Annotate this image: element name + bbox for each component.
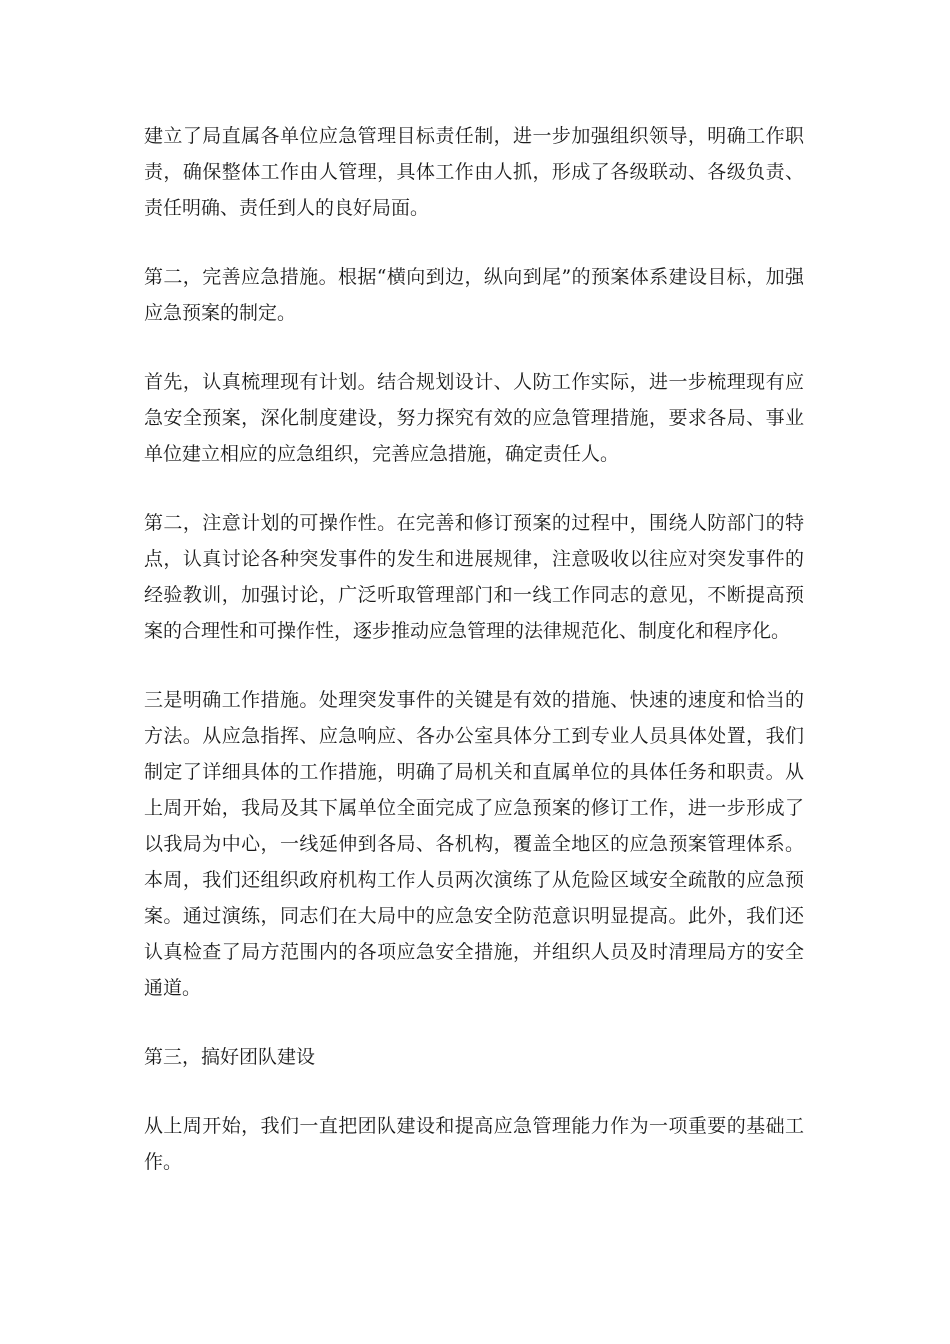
paragraph-improve-emergency-measures: 第二，完善应急措施。根据“横向到边，纵向到尾”的预案体系建设目标，加强应急预案的制定。 — [144, 266, 804, 324]
document-body — [144, 118, 804, 1213]
paragraph-team-building-heading: 第三，搞好团队建设 — [144, 1046, 316, 1068]
paragraph-plan-operability: 第二，注意计划的可操作性。在完善和修订预案的过程中，围绕人防部门的特点，认真讨论各种突发事件的发生和进展规律，注意吸收以往应对突发事件的经验教训，加强讨论，广泛听取管理部门和一线工作同志的意见，不断提高预案的合理性和可操作性，逐步推动应急管理的法律规范化、制度化和程序化。 — [144, 512, 804, 642]
paragraph-team-building: 从上周开始，我们一直把团队建设和提高应急管理能力作为一项重要的基础工作。 — [144, 1115, 804, 1173]
paragraph-review-existing-plans: 首先，认真梳理现有计划。结合规划设计、人防工作实际，进一步梳理现有应急安全预案，深化制度建设，努力探究有效的应急管理措施，要求各局、事业单位建立相应的应急组织，完善应急措施，确定责任人。 — [144, 371, 804, 465]
paragraph-responsibility-system: 建立了局直属各单位应急管理目标责任制，进一步加强组织领导，明确工作职责，确保整体工作由人管理，具体工作由人抓，形成了各级联动、各级负责、责任明确、责任到人的良好局面。 — [144, 125, 804, 219]
paragraph-work-measures: 三是明确工作措施。处理突发事件的关键是有效的措施、快速的速度和恰当的方法。从应急指挥、应急响应、各办公室具体分工到专业人员具体处置，我们制定了详细具体的工作措施，明确了局机关和直属单位的具体任务和职责。从上周开始，我局及其下属单位全面完成了应急预案的修订工作，进一步形成了以我局为中心，一线延伸到各局、各机构，覆盖全地区的应急预案管理体系。本周，我们还组织政府机构工作人员两次演练了从危险区域安全疏散的应急预案。通过演练，同志们在大局中的应急安全防范意识明显提高。此外，我们还认真检查了局方范围内的各项应急安全措施，并组织人员及时清理局方的安全通道。 — [144, 689, 804, 999]
